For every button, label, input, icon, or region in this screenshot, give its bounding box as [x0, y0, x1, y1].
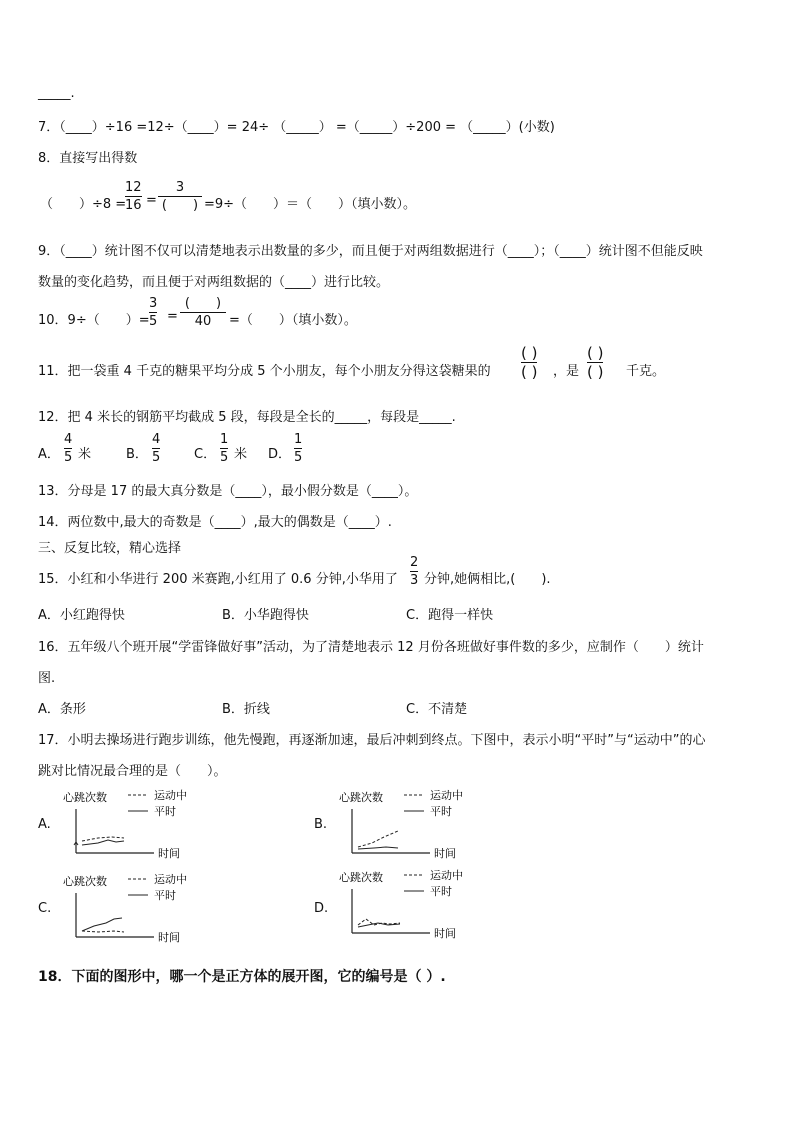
q10-right: =（ ）（填小数）。 — [229, 313, 357, 328]
question-number: 10． — [38, 313, 68, 328]
legend-solid-label: 平时 — [430, 805, 452, 818]
q15-fraction: 2 3 — [410, 555, 419, 588]
question-9-line2: 数量的变化趋势，而且便于对两组数据的（____）进行比较。 — [38, 275, 390, 290]
question-11: 11．把一袋重 4 千克的糖果平均分成 5 个小朋友，每个小朋友分得这袋糖果的 — [38, 364, 491, 379]
question-18: 18．下面的图形中，哪一个是正方体的展开图，它的编号是（ ）. — [38, 969, 446, 985]
question-title: 直接写出得数 — [59, 151, 138, 166]
legend-dash-label: 运动中 — [154, 789, 187, 802]
q11-mid: ，是 — [553, 364, 580, 379]
y-axis-label: 心跳次数 — [63, 791, 107, 804]
previous-question-tail: _____. — [38, 86, 75, 101]
option-d-label: D． — [268, 447, 292, 462]
line-exercise — [82, 837, 124, 841]
numerator: 3 — [175, 180, 185, 195]
y-axis-label: 心跳次数 — [339, 791, 383, 804]
question-number: 7． — [38, 120, 60, 135]
legend-dash-label: 运动中 — [154, 873, 187, 886]
x-axis-label: 时间 — [434, 847, 456, 860]
legend-solid-label: 平时 — [430, 885, 452, 898]
equals-sign: = — [167, 309, 178, 324]
question-number: 15． — [38, 572, 68, 587]
option-c-unit: 米 — [234, 447, 248, 462]
q8-fraction-1 — [125, 180, 142, 213]
q10-fraction-1: 3 5 — [149, 296, 158, 329]
equals-sign: = — [146, 193, 157, 208]
x-axis-label: 时间 — [158, 931, 180, 944]
question-14: 14．两位数中,最大的奇数是（____）,最大的偶数是（____）. — [38, 515, 392, 530]
chart-c-label: C. — [38, 901, 52, 916]
question-text: （____）÷16 =12÷（____）= 24÷ （_____） =（_____）÷200 = （_____）(小数) — [59, 120, 555, 135]
x-axis-label: 时间 — [434, 927, 456, 940]
line-exercise — [82, 931, 124, 932]
option-b: B．小华跑得快 — [222, 608, 309, 623]
option-c-fraction: 1 5 — [220, 432, 229, 465]
legend-solid-label: 平时 — [154, 889, 176, 902]
option-b-fraction: 4 5 — [152, 432, 161, 465]
denominator: ( ) — [161, 198, 199, 213]
question-16-line1: 16．五年级八个班开展“学雷锋做好事”活动，为了清楚地表示 12 月份各班做好事件数的多少，应制作（ ）统计 — [38, 640, 704, 655]
legend-dash-label: 运动中 — [430, 789, 463, 802]
q8-left: （ ）÷8 = — [40, 197, 127, 212]
question-17-line2: 跳对比情况最合理的是（ ）。 — [38, 764, 227, 779]
line-normal — [358, 847, 398, 849]
option-b-label: B． — [126, 447, 148, 462]
y-axis-label: 心跳次数 — [339, 871, 383, 884]
chart-a-label: A. — [38, 817, 51, 832]
q8-right: =9÷（ ）＝（ ）（填小数）。 — [204, 197, 417, 212]
option-c-label: C． — [194, 447, 217, 462]
question-number: 8． — [38, 151, 60, 166]
q11-blank-fraction-1: ( ) ( ) — [521, 344, 538, 381]
q10-fraction-2: ( ) 40 — [180, 296, 226, 329]
chart-d — [334, 867, 484, 943]
q11-blank-fraction-2: ( ) ( ) — [587, 344, 604, 381]
denominator: 16 — [125, 198, 142, 213]
line-normal — [82, 918, 122, 931]
question-9-line1: 9．（____）统计图不仅可以清楚地表示出数量的多少，而且便于对两组数据进行（____）；（____）统计图不但能反映 — [38, 244, 703, 259]
option-a-unit: 米 — [78, 447, 92, 462]
legend-dash-label: 运动中 — [430, 869, 463, 882]
option-a: A．小红跑得快 — [38, 608, 125, 623]
question-17-line1: 17．小明去操场进行跑步训练，他先慢跑，再逐渐加速，最后冲刺到终点。下图中，表示小明“平时”与“运动中”的心 — [38, 733, 706, 748]
question-number: 16． — [38, 640, 68, 655]
question-13: 13．分母是 17 的最大真分数是（____），最小假分数是（____）。 — [38, 484, 418, 499]
question-16-line2: 图. — [38, 671, 56, 686]
option-c: C．跑得一样快 — [406, 608, 494, 623]
numerator: 12 — [125, 180, 142, 195]
q15-tail: 分钟,她俩相比,( ). — [424, 572, 551, 587]
question-7 — [38, 116, 555, 135]
question-number: 17． — [38, 733, 68, 748]
legend-solid-label: 平时 — [154, 805, 176, 818]
option-d-fraction: 1 5 — [294, 432, 303, 465]
question-number: 18． — [38, 969, 72, 985]
q11-unit: 千克。 — [626, 364, 666, 379]
question-number: 14． — [38, 515, 68, 530]
chart-c — [58, 871, 208, 947]
option-a-fraction: 4 5 — [64, 432, 73, 465]
question-15: 15．小红和小华进行 200 米赛跑,小红用了 0.6 分钟,小华用了 — [38, 572, 398, 587]
chart-b — [334, 787, 484, 863]
question-number: 12． — [38, 410, 68, 425]
q8-fraction-2 — [158, 180, 202, 213]
chart-a — [58, 787, 208, 863]
question-10: 10．9÷（ ）= — [38, 313, 150, 328]
option-c: C．不清楚 — [406, 702, 468, 717]
question-number: 13． — [38, 484, 68, 499]
line-exercise — [358, 831, 398, 847]
y-axis-label: 心跳次数 — [63, 875, 107, 888]
line-normal — [82, 840, 124, 845]
option-b: B．折线 — [222, 702, 270, 717]
question-12: 12．把 4 米长的钢筋平均截成 5 段，每段是全长的_____，每段是_____. — [38, 410, 456, 425]
section-heading: 三、反复比较，精心选择 — [38, 541, 182, 556]
option-a: A．条形 — [38, 702, 86, 717]
question-8 — [38, 147, 137, 166]
chart-d-label: D. — [314, 901, 329, 916]
option-a-label: A． — [38, 447, 60, 462]
x-axis-label: 时间 — [158, 847, 180, 860]
chart-b-label: B. — [314, 817, 328, 832]
question-number: 11． — [38, 364, 68, 379]
question-number: 9． — [38, 244, 60, 259]
